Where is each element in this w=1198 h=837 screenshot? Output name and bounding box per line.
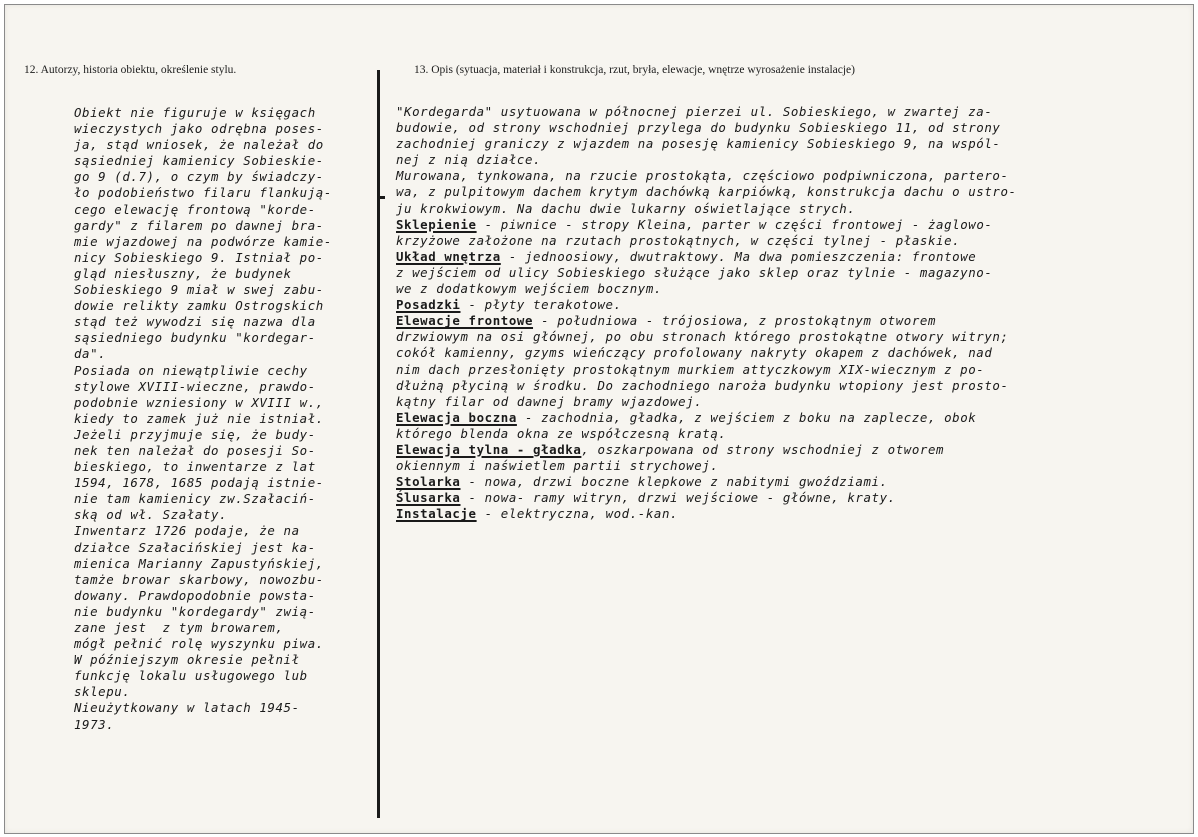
history-line: zane jest z tym browarem,: [74, 620, 284, 635]
history-line: Inwentarz 1726 podaje, że na: [74, 523, 300, 539]
description-line: [396, 201, 1166, 217]
history-line: kiedy to zamek już nie istniał.: [74, 410, 324, 426]
description-line: [396, 442, 1166, 458]
description-line: [396, 329, 1166, 345]
history-line: mógł pełnić rolę wyszynku piwa.: [74, 636, 324, 652]
description-text-run: cokół kamienny, gzyms wieńczący profolowany nakryty okapem z dachówek, nad: [396, 345, 993, 361]
description-text-run: - piwnice - stropy Kleina, parter w części frontowej - żaglowo-: [476, 216, 993, 232]
description-text-run: nej z nią działce.: [396, 152, 542, 168]
description-line: [396, 345, 1166, 361]
description-text-run: okiennym i naświetlem partii strychowej.: [396, 458, 719, 474]
description-text-run: dłużną płyciną w środku. Do zachodniego naroża budynku wtopiony jest prosto-: [396, 377, 1009, 393]
description-line: [396, 490, 1166, 506]
description-text-run: drzwiowym na osi głównej, po obu stronach którego prostokątne otwory witryn;: [396, 329, 1009, 345]
description-line: [396, 394, 1166, 410]
description-line: [396, 297, 1166, 313]
description-line: [396, 474, 1166, 490]
history-line: sklepu.: [74, 684, 131, 700]
history-line: działce Szałacińskiej jest ka-: [74, 539, 316, 555]
history-line: ło podobieństwo filaru flankują-: [74, 185, 332, 201]
history-line: Sobieskiego 9 miał w swej zabu-: [74, 282, 324, 298]
description-line: [396, 362, 1166, 378]
description-text-run: - zachodnia, gładka, z wejściem z boku na zaplecze, obok: [516, 409, 977, 425]
description-line: [396, 378, 1166, 394]
history-line: go 9 (d.7), o czym by świadczy-: [74, 169, 324, 185]
header-right: 13. Opis (sytuacja, materiał i konstrukcja, rzut, bryła, elewacje, wnętrze wyrosażenie instalacje): [414, 64, 855, 76]
history-line: wieczystych jako odrębna poses-: [74, 121, 324, 137]
header-left: 12. Autorzy, historia obiektu, określenie stylu.: [24, 64, 237, 76]
history-line: nek ten należał do posesji So-: [74, 442, 316, 458]
description-text-run: kątny filar od dawnej bramy wjazdowej.: [396, 393, 703, 409]
description-line: [396, 458, 1166, 474]
section-label: Elewacja tylna - gładka: [396, 441, 582, 457]
history-line: tamże browar skarbowy, nowozbu-: [74, 571, 324, 587]
history-line: nie tam kamienicy zw.Szałaciń-: [74, 491, 316, 507]
description-text-run: - jednoosiowy, dwutraktowy. Ma dwa pomieszczenia: frontowe: [500, 248, 977, 264]
description-line: [396, 120, 1166, 136]
description-line: [396, 506, 1166, 522]
history-line: dowie relikty zamku Ostrogskich: [74, 298, 324, 314]
history-line: ską od wł. Szałaty.: [74, 507, 228, 523]
history-line: mienica Marianny Zapustyńskiej,: [74, 555, 324, 571]
history-line: gardy" z filarem po dawnej bra-: [74, 217, 324, 233]
description-text-run: wa, z pulpitowym dachem krytym dachówką karpiówką, konstrukcja dachu o ustro-: [396, 184, 1017, 200]
history-line: mie wjazdowej na podwórze kamie-: [74, 233, 332, 249]
section-label: Ślusarka: [396, 490, 461, 506]
description-text-run: zachodniej graniczy z wjazdem na posesję kamienicy Sobieskiego 9, na wspól-: [396, 136, 1001, 152]
description-line: [396, 281, 1166, 297]
description-text-run: nim dach przesłonięty prostokątnym murkiem attyczkowym XIX-wiecznym z po-: [396, 361, 985, 377]
history-line: cego elewację frontową "korde-: [74, 201, 316, 217]
history-line: Posiada on niewątpliwie cechy: [74, 362, 308, 378]
description-text-run: budowie, od strony wschodniej przylega do budynku Sobieskiego 11, od strony: [396, 120, 1001, 136]
column-divider: [377, 70, 380, 818]
history-line: gląd niesłuszny, że budynek: [74, 265, 292, 281]
description-text-run: - południowa - trójosiowa, z prostokątnym otworem: [533, 313, 937, 329]
section-label: Sklepienie: [396, 216, 477, 232]
history-line: dowany. Prawdopodobnie powsta-: [74, 587, 316, 603]
section-label: Elewacje frontowe: [396, 313, 534, 329]
description-line: [396, 313, 1166, 329]
history-line: stylowe XVIII-wieczne, prawdo-: [74, 378, 316, 394]
description-text-run: , oszkarpowana od strony wschodniej z otworem: [581, 441, 945, 457]
description-text-run: Murowana, tynkowana, na rzucie prostokąta, częściowo podpiwniczona, partero-: [396, 168, 1009, 184]
description-line: [396, 104, 1166, 120]
history-line: 1973.: [74, 716, 115, 732]
section-label: Instalacje: [396, 506, 477, 522]
description-text-run: we z dodatkowym wejściem bocznym.: [396, 281, 662, 297]
history-line: podobnie wzniesiony w XVIII w.,: [74, 394, 324, 410]
history-line: nie budynku "kordegardy" zwią-: [74, 603, 316, 619]
section-label: Stolarka: [396, 474, 461, 490]
divider-tick: [379, 196, 385, 199]
description-text-run: - nowa- ramy witryn, drzwi wejściowe - główne, kraty.: [460, 490, 896, 506]
history-line: sąsiedniej kamienicy Sobieskie-: [74, 153, 324, 169]
description-line: [396, 265, 1166, 281]
description-line: [396, 426, 1166, 442]
description-line: [396, 249, 1166, 265]
history-line: bieskiego, to inwentarze z lat: [74, 459, 316, 475]
description-line: [396, 184, 1166, 200]
description-text-run: "Kordegarda" usytuowana w północnej pierzei ul. Sobieskiego, w zwartej za-: [396, 104, 993, 119]
description-text: [396, 104, 1166, 522]
description-line: [396, 136, 1166, 152]
history-line: nicy Sobieskiego 9. Istniał po-: [74, 249, 324, 265]
description-line: [396, 217, 1166, 233]
history-text: [74, 105, 374, 733]
description-line: [396, 233, 1166, 249]
description-text-run: - nowa, drzwi boczne klepkowe z nabitymi gwoździami.: [460, 474, 888, 490]
section-label: Elewacja boczna: [396, 409, 517, 425]
description-text-run: - elektryczna, wod.-kan.: [476, 506, 679, 522]
description-text-run: z wejściem od ulicy Sobieskiego służące jako sklep oraz tylnie - magazyno-: [396, 264, 993, 280]
history-line: Nieużytkowany w latach 1945-: [74, 700, 300, 716]
description-text-run: - płyty terakotowe.: [460, 297, 622, 313]
history-line: da".: [74, 346, 107, 362]
description-text-run: krzyżowe założone na rzutach prostokątnych, w części tylnej - płaskie.: [396, 232, 961, 248]
history-line: Obiekt nie figuruje w księgach: [74, 105, 316, 120]
history-line: 1594, 1678, 1685 podają istnie-: [74, 475, 324, 491]
history-line: ja, stąd wniosek, że należał do: [74, 137, 324, 153]
history-line: stąd też wywodzi się nazwa dla: [74, 314, 316, 330]
history-line: funkcję lokalu usługowego lub: [74, 668, 308, 684]
description-line: [396, 152, 1166, 168]
description-text-run: którego blenda okna ze współczesną kratą.: [396, 425, 727, 441]
history-line: W późniejszym okresie pełnił: [74, 652, 300, 668]
history-line: Jeżeli przyjmuje się, że budy-: [74, 426, 316, 442]
section-label: Posadzki: [396, 297, 461, 313]
description-line: [396, 410, 1166, 426]
description-text-run: ju krokwiowym. Na dachu dwie lukarny oświetlające strych.: [396, 200, 856, 216]
section-label: Układ wnętrza: [396, 248, 501, 264]
history-line: sąsiedniego budynku "kordegar-: [74, 330, 316, 346]
description-line: [396, 168, 1166, 184]
